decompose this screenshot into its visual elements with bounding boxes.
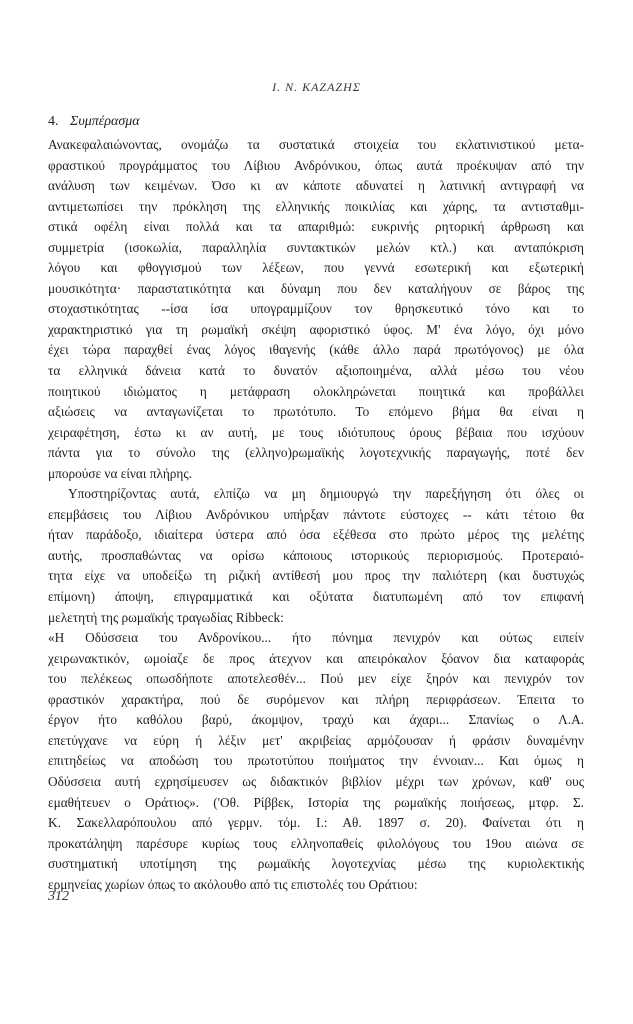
text-line: επεμβάσεις του Λίβιου Ανδρόνικου υπήρξαν πάντοτε εύστοχες -- κάτι τέτοιο θα	[48, 506, 584, 522]
text-line: αξιώσεις να ανταγωνίζεται το πρωτότυπο. Το επόμενο βήμα θα είναι η	[48, 404, 584, 420]
text-line: στοχαστικότητας --ίσα ίσα υπογραμμίζουν τον θρησκευτικό τόνο και το	[48, 301, 584, 317]
text-line: φραστικόν χαρακτήρα, πού δε συρόμενον και πλήρη περιφράσεων. Έπειτα το	[48, 691, 584, 707]
body-text	[48, 135, 584, 895]
text-line: έχει τώρα παραχθεί ένας λόγος ιθαγενής (κάθε άλλο παρά πρωτόγονος) με όλα	[48, 342, 584, 358]
text-line: τα ελληνικά δάνεια κατά το δυνατόν αξιοποιημένα, αλλά μέσω του νέου	[48, 363, 584, 379]
text-line: φραστικού προγράμματος του Λίβιου Ανδρόνικου, όπως αυτά προέκυψαν από την	[48, 157, 584, 173]
text-line: Ανακεφαλαιώνοντας, ονομάζω τα συστατικά στοιχεία του εκλατινιστικού μετα-	[48, 137, 584, 152]
text-line: ποιητικού ιδιώματος η μετάφραση ολοκληρώνεται ποιητικά και προβάλλει	[48, 383, 584, 399]
text-line: στικά οφέλη είναι πολλά και τα απαριθμώ: ευκρινής ρητορική άρθρωση και	[48, 219, 584, 235]
text-line: πάντα για το σύνολο της (ελληνο)ρωμαϊκής λογοτεχνικής παραγωγής, ποτέ δεν	[48, 445, 584, 461]
text-line: Κ. Σακελλαρόπουλου από γερμν. τόμ. Ι.: Αθ. 1897 σ. 20). Φαίνεται ότι η	[48, 815, 584, 831]
text-line: Υποστηρίζοντας αυτά, ελπίζω να μη δημιουργώ την παρεξήγηση ότι όλες οι	[68, 486, 584, 502]
text-line: τητα είχε να υποδείξω τη ριζική αντίθεσή μου προς την παλιότερη (και δυστυχώς	[48, 568, 584, 584]
text-line: ήταν παράδοξο, ιδιαίτερα ύστερα από όσα εξέθεσα στο πρώτο μέρος της μελέτης	[48, 527, 584, 543]
section-heading	[48, 114, 140, 130]
text-line: χειρωνακτικόν, ωμοίαζε δε προς άτεχνον και απειρόκαλον ξόανον δια καταφοράς	[48, 650, 584, 666]
text-line: μπορούσε να είναι πλήρης.	[48, 465, 192, 481]
text-line: αντιμετωπίσει την πρόκληση της ελληνικής ποικιλίας και χάρης, τα αντισταθμι-	[48, 198, 584, 214]
text-line: χαρακτηριστικό για τη ρωμαϊκή σκέψη αφοριστικό ύφος. Μ' ένα λόγο, όχι μόνο	[48, 321, 584, 337]
text-line: συστηματική υποτίμηση της ρωμαϊκής λογοτεχνίας μέσω της κυριολεκτικής	[48, 856, 584, 872]
section-number: 4.	[48, 114, 59, 129]
running-head: I. N. ΚΑΖΑΖΗΣ	[272, 80, 361, 94]
text-line: ανάλυση των κειμένων. Όσο κι αν κάποτε αδυνατεί η λατινική αντιγραφή να	[48, 178, 584, 194]
text-line: αυτής, προσπαθώντας να ορίσω κάποιους ιστορικούς περιορισμούς. Προτεραιό-	[48, 547, 584, 563]
text-line: εμαθήτευεν ο Οράτιος». ('Οθ. Ρίββεκ, Ιστορία της ρωμαϊκής ποιήσεως, μτφρ. Σ.	[48, 794, 584, 810]
text-line: μουσικότητα· παραστατικότητα και δύναμη που δεν καταλήγουν σε βάρος της	[48, 280, 584, 296]
text-line: λόγου και φθογγισμού των λέξεων, που γεννά εσωτερική και εξωτερική	[48, 260, 584, 276]
text-line: ερμηνείας χωρίων όπως το ακόλουθο από τις επιστολές του Οράτιου:	[48, 876, 418, 892]
text-line: επίμονη) άποψη, επιγραμματικά και οξύτατα διατυπωμένη από τον επιφανή	[48, 589, 584, 605]
section-title: Συμπέρασμα	[70, 114, 140, 129]
text-line: χειραφέτηση, έστω κι αν αυτή, με τους ιδιότυπους όρους βέβαια που ισχύουν	[48, 424, 584, 440]
text-line: «Η Οδύσσεια του Ανδρονίκου... ήτο πόνημα πενιχρόν και ούτως ειπείν	[48, 630, 584, 646]
text-line: προκατάληψη παρέσυρε κυρίως τους ελληνοπαθείς φιλολόγους του 19ου αιώνα σε	[48, 835, 584, 851]
text-line: του πελέκεως οπωσδήποτε αποτελεσθέν... Πού μεν είχε ξηρόν και πενιχρόν τον	[48, 671, 584, 687]
page-number: 312	[48, 889, 69, 904]
text-line: επιτηδείως να αποδώση του πρωτοτύπου ποιήματος την έννοιαν... Και όμως η	[48, 753, 584, 769]
text-line: μελετητή της ρωμαϊκής τραγωδίας Ribbeck:	[48, 609, 284, 625]
text-line: έργον ήτο καθόλου βαρύ, άκομψον, τραχύ και άχαρι... Σπανίως ο Λ.Α.	[48, 712, 584, 728]
text-line: Οδύσσεια αυτή εχρησίμευσεν ως διδακτικόν βιβλίον μέχρι των χρόνων, καθ' ους	[48, 773, 584, 789]
text-line: συμμετρία (ισοκωλία, παραλληλία συντακτικών μελών κτλ.) και ανταπόκριση	[48, 239, 584, 255]
text-line: επετύγχανε να εύρη ή λέξιν μετ' ακριβείας αρμόζουσαν ή φράσιν δυναμένην	[48, 732, 584, 748]
